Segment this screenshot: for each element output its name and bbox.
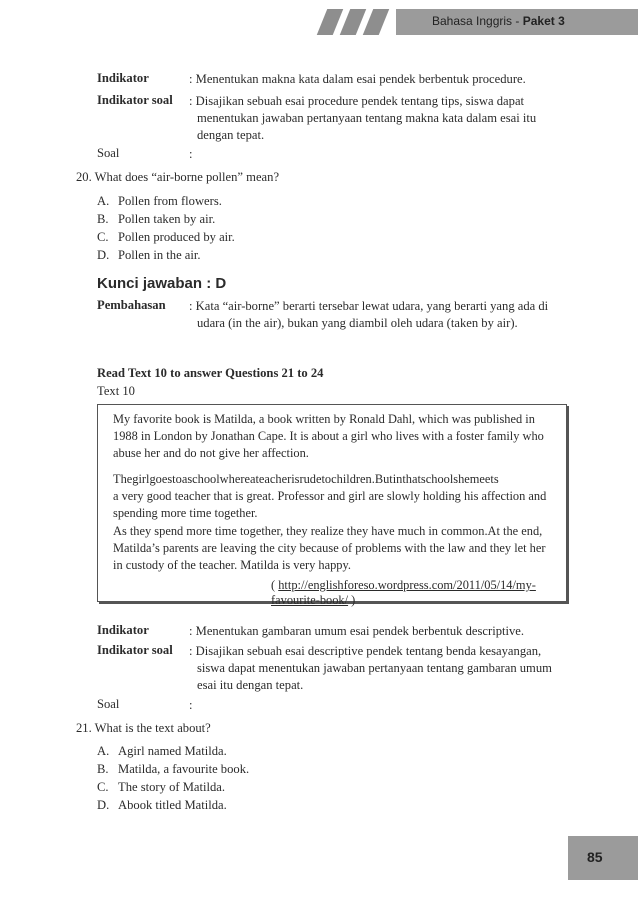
indikator-soal-line: : Disajikan sebuah esai descriptive pendek tentang benda kesayangan, <box>189 644 542 658</box>
paragraph-line: in custody of the teacher. Matilda is very happy. <box>113 558 351 572</box>
option-text: Pollen produced by air. <box>118 230 235 244</box>
option-item <box>97 744 227 759</box>
header-package: Paket 3 <box>522 14 565 28</box>
reading-text-box <box>97 404 567 607</box>
option-item <box>97 798 227 813</box>
paragraph-line: Matilda’s parents are leaving the city because of problems with the law and they let her <box>113 541 546 555</box>
pembahasan-line: udara (in the air), bukan yang diambil oleh udara (taken by air). <box>197 316 518 330</box>
option-text: Agirl named Matilda. <box>118 744 227 758</box>
source-paren: ) <box>348 593 356 607</box>
option-text: Matilda, a favourite book. <box>118 762 250 776</box>
paragraph-line: 1988 in London by Jonathan Cape. It is about a girl who lives with a foster family who <box>113 429 544 443</box>
option-letter: C. <box>97 780 109 794</box>
option-letter: B. <box>97 212 109 226</box>
page-number-box <box>568 836 638 880</box>
option-item <box>97 762 249 777</box>
header-subject: Bahasa Inggris - <box>432 14 523 28</box>
option-text: Abook titled Matilda. <box>118 798 227 812</box>
header-stripe-3 <box>363 9 390 35</box>
pembahasan-label: Pembahasan <box>97 298 166 312</box>
soal-label: Soal <box>97 697 120 711</box>
paragraph-line: Thegirlgoestoaschoolwhereateacherisrudetochildren.Butinthatschoolshemeets <box>113 472 499 486</box>
paragraph <box>113 523 563 574</box>
pembahasan-text <box>189 298 569 332</box>
source-paren: ( <box>271 578 279 592</box>
option-text: Pollen in the air. <box>118 248 201 262</box>
option-letter: D. <box>97 798 110 812</box>
indikator-soal-label: Indikator soal <box>97 643 173 657</box>
soal-colon: : <box>189 698 193 712</box>
answer-key: Kunci jawaban : D <box>97 275 227 292</box>
indikator-soal-text <box>189 93 569 144</box>
source-link[interactable]: http://englishforeso.wordpress.com/2011/05/14/my-favourite-book/ <box>271 578 536 607</box>
indikator-soal-line: siswa dapat menentukan jawaban pertanyaan tentang gambaran umum <box>197 661 552 675</box>
option-item <box>97 212 215 227</box>
indikator-label: Indikator <box>97 623 149 637</box>
paragraph <box>113 471 563 522</box>
header-stripe-2 <box>340 9 367 35</box>
running-header <box>432 14 565 28</box>
option-item <box>97 780 225 795</box>
question-20: 20. What does “air-borne pollen” mean? <box>76 170 280 184</box>
indikator-soal-line: : Disajikan sebuah esai procedure pendek tentang tips, siswa dapat <box>189 94 525 108</box>
text-label: Text 10 <box>97 384 135 398</box>
option-letter: A. <box>97 744 110 758</box>
indikator-soal-line: dengan tepat. <box>197 128 265 142</box>
option-item <box>97 194 222 209</box>
soal-colon: : <box>189 147 193 161</box>
indikator-label: Indikator <box>97 71 149 85</box>
source-citation <box>271 578 566 608</box>
paragraph-line: spending more time together. <box>113 506 258 520</box>
option-letter: A. <box>97 194 110 208</box>
paragraph <box>113 411 563 462</box>
indikator-text: : Menentukan gambaran umum esai pendek berbentuk descriptive. <box>189 624 525 638</box>
option-item <box>97 230 235 245</box>
paragraph-line: abuse her and do not give her affection. <box>113 446 309 460</box>
option-letter: C. <box>97 230 109 244</box>
indikator-soal-label: Indikator soal <box>97 93 173 107</box>
paragraph-line: a very good teacher that is great. Professor and girl are slowly holding his affection and <box>113 489 547 503</box>
pembahasan-line: : Kata “air-borne” berarti tersebar lewat udara, yang berarti yang ada di <box>189 299 549 313</box>
option-item <box>97 248 201 263</box>
paragraph-line: As they spend more time together, they realize they have much in common.At the end, <box>113 524 543 538</box>
option-text: The story of Matilda. <box>118 780 226 794</box>
page-number: 85 <box>587 849 603 865</box>
option-text: Pollen from flowers. <box>118 194 222 208</box>
option-text: Pollen taken by air. <box>118 212 216 226</box>
indikator-soal-text <box>189 643 569 694</box>
question-21: 21. What is the text about? <box>76 721 211 735</box>
header-stripe-1 <box>317 9 344 35</box>
soal-label: Soal <box>97 146 120 160</box>
indikator-text: : Menentukan makna kata dalam esai pendek berbentuk procedure. <box>189 72 526 86</box>
reading-instruction: Read Text 10 to answer Questions 21 to 24 <box>97 366 324 380</box>
option-letter: B. <box>97 762 109 776</box>
option-letter: D. <box>97 248 110 262</box>
indikator-soal-line: esai itu dengan tepat. <box>197 678 304 692</box>
indikator-soal-line: menentukan jawaban pertanyaan tentang makna kata dalam esai itu <box>197 111 537 125</box>
paragraph-line: My favorite book is Matilda, a book written by Ronald Dahl, which was published in <box>113 412 535 426</box>
